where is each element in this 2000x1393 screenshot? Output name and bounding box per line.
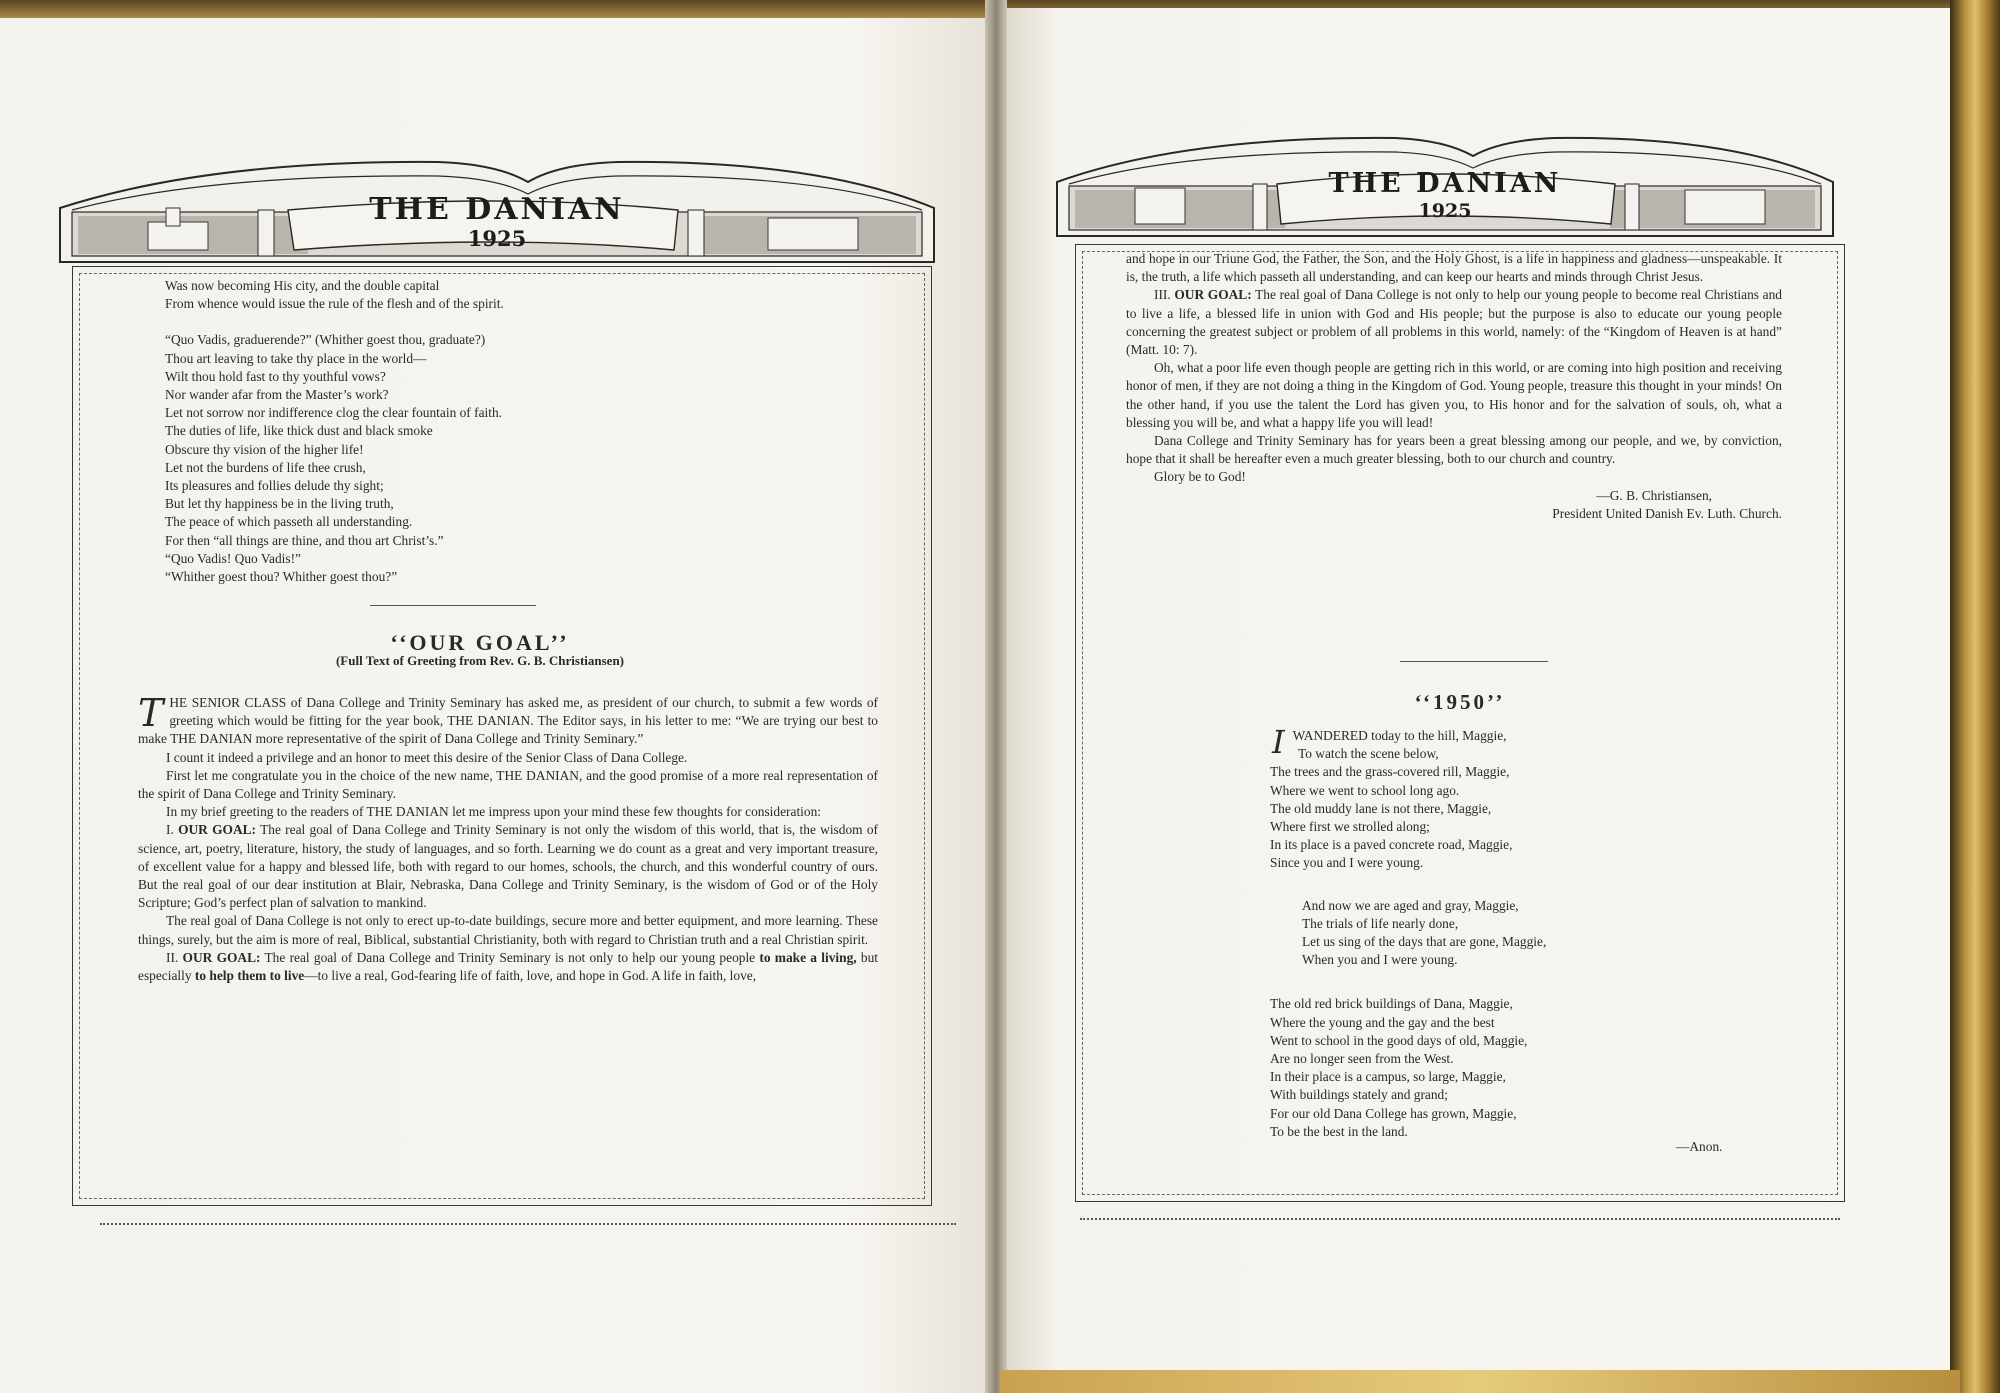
poem-line: Nor wander afar from the Master’s work?	[165, 387, 389, 403]
paragraph: I. OUR GOAL: The real goal of Dana College and Trinity Seminary is not only the wisdom of this world, that is, the wisdom of science, art, poetry, literature, history, the study of languages, and so forth. Learning we do count as a great and very important treasure, of excellent value for a happy and blessed life, both with regard to our homes, schools, the church, and this wonderful country of ours. But the real goal of our dear institution at Blair, Nebraska, Dana College and Trinity Seminary, is the wisdom of God or of the Holy Scripture; God’s perfect plan of salvation to mankind.	[138, 822, 879, 911]
poem-line: With buildings stately and grand;	[1270, 1087, 1448, 1103]
poem-line: When you and I were young.	[1302, 952, 1458, 968]
banner-title: THE DANIAN	[1328, 168, 1562, 199]
poem-line: WANDERED today to the hill, Maggie,	[1292, 728, 1507, 743]
poem-stanza	[1270, 723, 1770, 873]
paragraph: HE SENIOR CLASS of Dana College and Trinity Seminary has asked me, as president of our church, to submit a few words of greeting which would be fitting for the year book, THE DANIAN. The Editor says, in his letter to me: “We are trying our best to make THE DANIAN more representative of the spirit of Dana College and Trinity Seminary.”	[138, 695, 878, 747]
poem-line: “Whither goest thou? Whither goest thou?”	[165, 569, 398, 585]
poem-line: To be the best in the land.	[1270, 1123, 1408, 1139]
poem-author: —Anon.	[1676, 1139, 1723, 1154]
poem-line: Went to school in the good days of old, Maggie,	[1270, 1032, 1528, 1048]
poem-line: Its pleasures and follies delude thy sight;	[165, 478, 384, 494]
book-gutter	[985, 0, 1007, 1393]
poem-line: From whence would issue the rule of the flesh and of the spirit.	[165, 296, 504, 312]
poem-line: In their place is a campus, so large, Maggie,	[1270, 1069, 1506, 1085]
poem-line: “Quo Vadis, graduerende?” (Whither goest thou, graduate?)	[165, 332, 486, 348]
right-article	[1126, 250, 1782, 523]
poem-line: In its place is a paved concrete road, Maggie,	[1270, 837, 1513, 853]
poem-stanza	[1270, 995, 1770, 1141]
poem-line: Let not sorrow nor indifference clog the clear fountain of faith.	[165, 405, 502, 421]
paragraph: III. OUR GOAL: The real goal of Dana College is not only to help our young people to become real Christians and to live a life, a blessed life in union with God and His people; but the purpose is also to educate our young people concerning the greatest subject or problem of all problems in this world, namely: of the “Kingdom of Heaven is at hand” (Matt. 10: 7).	[1126, 287, 1782, 358]
poem-line: And now we are aged and gray, Maggie,	[1302, 897, 1519, 913]
banner-year: 1925	[1418, 200, 1472, 222]
signature-title: President United Danish Ev. Luth. Church.	[1552, 505, 1782, 521]
poem-line: The peace of which passeth all understanding.	[165, 514, 413, 530]
paragraph: The real goal of Dana College is not only to erect up-to-date buildings, secure more and better equipment, and more learning. These things, surely, but the aim is more of real, Biblical, substantial Christianity, both with regard to Christian truth and a real Christian spirit.	[138, 913, 878, 947]
goal-heading	[130, 630, 830, 670]
poem-line: Where the young and the gay and the best	[1270, 1014, 1495, 1030]
poem-line: To watch the scene below,	[1298, 746, 1439, 762]
poem-line: The old red brick buildings of Dana, Maggie,	[1270, 996, 1513, 1012]
poem-line: “Quo Vadis! Quo Vadis!”	[165, 550, 301, 566]
poem-line: Are no longer seen from the West.	[1270, 1051, 1454, 1067]
poem-line: Since you and I were young.	[1270, 855, 1424, 871]
paragraph: Glory be to God!	[1154, 469, 1246, 485]
poem-line: The duties of life, like thick dust and black smoke	[165, 423, 433, 439]
right-banner	[1055, 128, 1835, 238]
poem-1950	[1270, 723, 1770, 1141]
poem-line: Let us sing of the days that are gone, Maggie,	[1302, 934, 1547, 950]
banner-title: THE DANIAN	[369, 192, 625, 227]
poem-line: The trees and the grass-covered rill, Maggie,	[1270, 764, 1510, 780]
left-banner	[58, 152, 936, 264]
poem-line: The trials of life nearly done,	[1302, 915, 1459, 931]
poem-stanza	[1270, 897, 1770, 970]
banner-year: 1925	[467, 226, 527, 251]
book-bottom-edge	[1000, 1370, 1960, 1393]
poem-line: Thou art leaving to take thy place in the world—	[165, 350, 427, 366]
left-poem	[165, 277, 865, 586]
poem-line: Was now becoming His city, and the double capital	[165, 278, 440, 293]
poem-line: Where first we strolled along;	[1270, 819, 1430, 835]
poem-line: Let not the burdens of life thee crush,	[165, 459, 366, 475]
section-divider	[1400, 661, 1548, 662]
paragraph: II. OUR GOAL: The real goal of Dana College and Trinity Seminary is not only to help our young people to make a living, but especially to help them to live—to live a real, God-fearing life of faith, love, and hope in God. A life in faith, love,	[138, 949, 878, 984]
paragraph: In my brief greeting to the readers of THE DANIAN let me impress upon your mind these few thoughts for consideration:	[166, 804, 821, 820]
poem-line: But let thy happiness be in the living truth,	[165, 496, 394, 512]
dropcap-letter: I	[1272, 723, 1285, 761]
paragraph: Oh, what a poor life even though people are getting rich in this world, or are coming into high position and receiving honor of men, if they are not doing a thing in the Kingdom of God. Young people, treasure this thought in your minds! On the other hand, if you use the talent the Lord has given you, to His honor and for the salvation of souls, oh, what a blessing you will be, and what a happy life you will lead!	[1126, 360, 1782, 430]
paragraph: and hope in our Triune God, the Father, the Son, and the Holy Ghost, is a life in happiness and gladness—unspeakable. It is, the truth, a life which passeth all understanding, and can keep our hearts and minds through Christ Jesus.	[1126, 251, 1782, 285]
poem-1950-title	[1260, 690, 1660, 714]
goal-title: ‘‘OUR GOAL’’	[390, 630, 570, 655]
paragraph: I count it indeed a privilege and an honor to meet this desire of the Senior Class of Dana College.	[166, 749, 688, 765]
dropcap-letter: T	[138, 691, 164, 735]
poem-line: Where we went to school long ago.	[1270, 782, 1460, 798]
poem-title: ‘‘1950’’	[1414, 690, 1506, 714]
poem-line	[165, 313, 865, 331]
book-cover-edge	[1950, 0, 2000, 1393]
poem-line: For then “all things are thine, and thou art Christ’s.”	[165, 532, 444, 548]
left-article	[138, 691, 879, 985]
left-bottom-ornament	[100, 1223, 956, 1225]
poem-line: Wilt thou hold fast to thy youthful vows?	[165, 368, 386, 384]
paragraph: Dana College and Trinity Seminary has for years been a great blessing among our people, and we, by conviction, hope that it shall be hereafter even a much greater blessing, both to our church and country.	[1126, 433, 1782, 467]
paragraph: First let me congratulate you in the choice of the new name, THE DANIAN, and the good promise of a more real representation of the spirit of Dana College and Trinity Seminary.	[138, 767, 878, 802]
goal-subtitle: (Full Text of Greeting from Rev. G. B. Christiansen)	[335, 653, 625, 669]
poem-line: Obscure thy vision of the higher life!	[165, 441, 364, 457]
poem-line: The old muddy lane is not there, Maggie,	[1270, 800, 1492, 816]
signature-name: —G. B. Christiansen,	[1596, 487, 1712, 503]
right-bottom-ornament	[1080, 1218, 1840, 1220]
poem-line: For our old Dana College has grown, Maggie,	[1270, 1105, 1517, 1121]
section-divider	[370, 605, 536, 606]
